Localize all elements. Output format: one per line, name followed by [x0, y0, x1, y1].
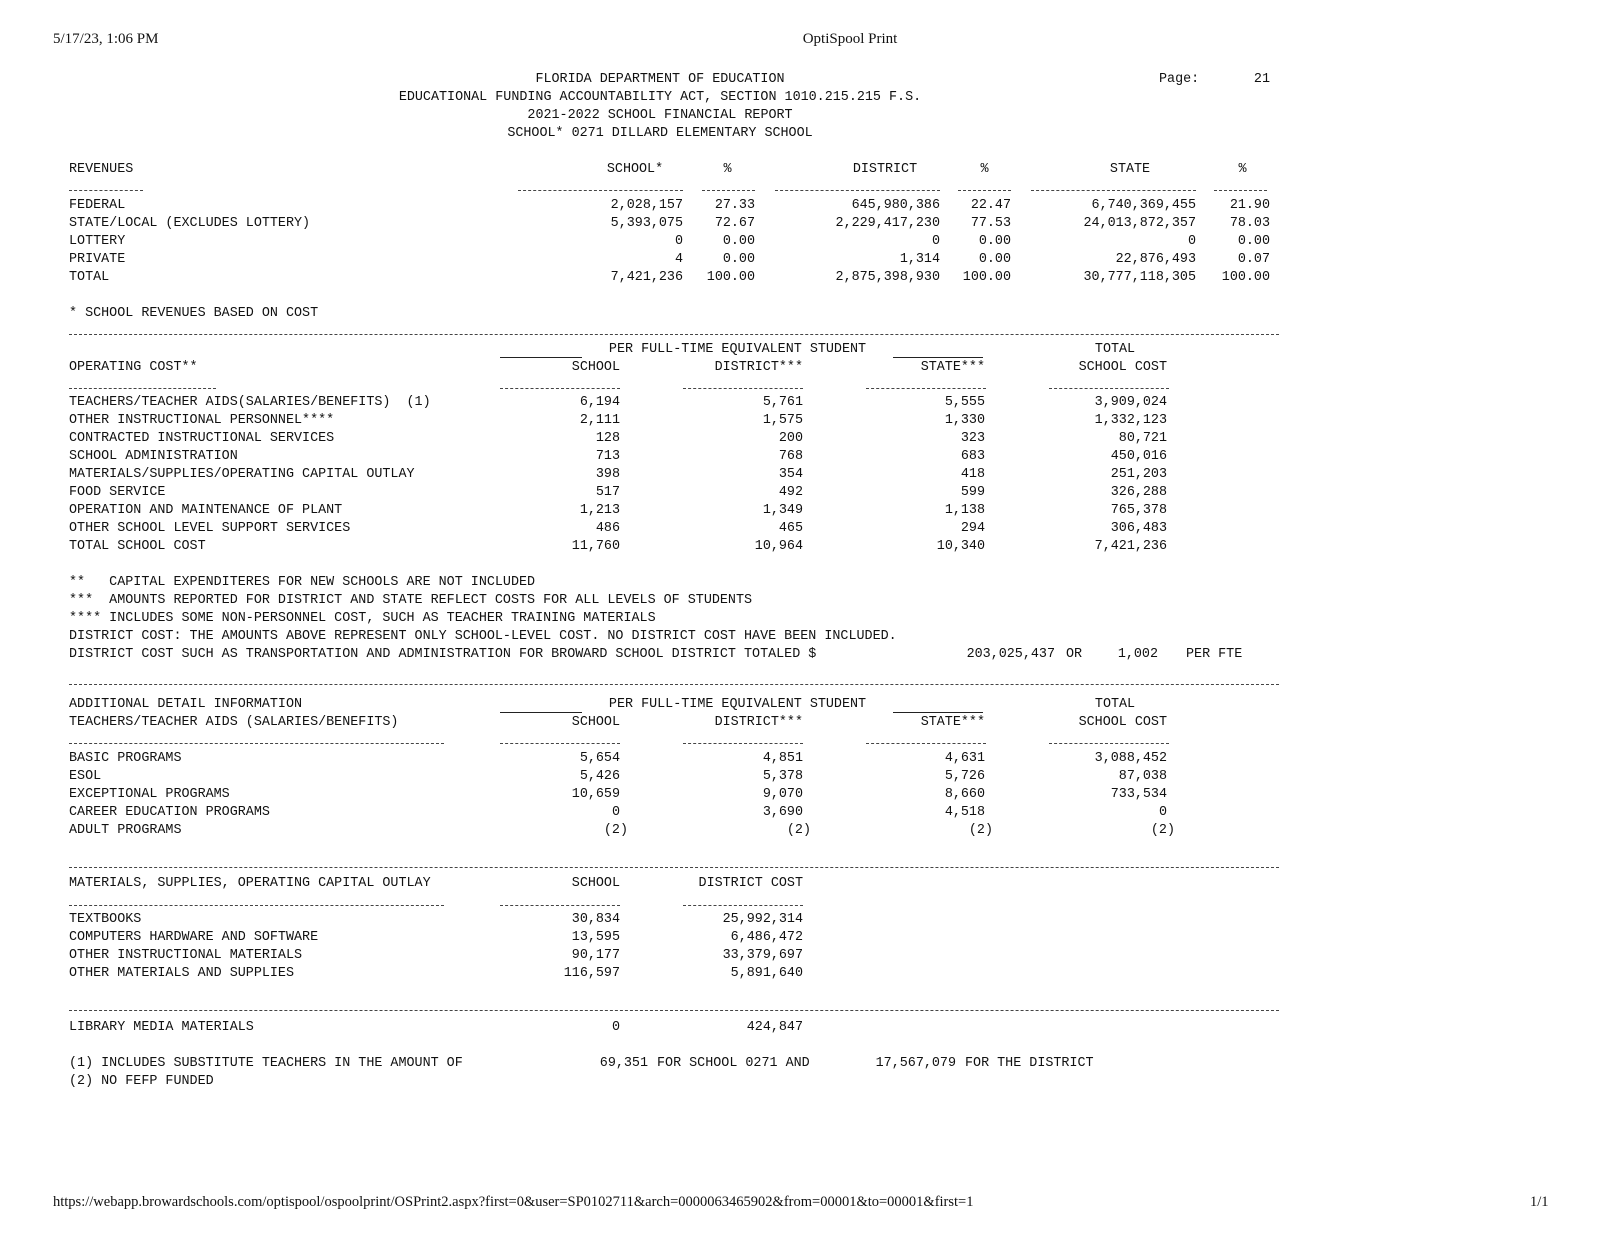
underline: [683, 743, 803, 744]
footnote-1-suffix: FOR THE DISTRICT: [965, 1056, 1094, 1071]
note-line: DISTRICT COST: THE AMOUNTS ABOVE REPRESENT ONLY SCHOOL-LEVEL COST. NO DISTRICT COST HAVE BEEN INCLUDED.: [69, 629, 897, 644]
group-rule: [500, 357, 582, 358]
report-header-line: EDUCATIONAL FUNDING ACCOUNTABILITY ACT, SECTION 1010.215.215 F.S.: [398, 90, 922, 105]
cell: 200: [778, 431, 803, 446]
underline: [866, 743, 986, 744]
col-header: SCHOOL COST: [1078, 715, 1167, 730]
total-label: TOTAL: [1094, 342, 1136, 357]
underline: [1049, 388, 1169, 389]
cell: 0.00: [978, 234, 1011, 249]
section-divider: [69, 1010, 1279, 1011]
cell: 6,740,369,455: [1091, 198, 1196, 213]
section-divider: [69, 334, 1279, 335]
underline: [69, 190, 143, 191]
row-label: PRIVATE: [69, 252, 126, 267]
cell: 21.90: [1229, 198, 1270, 213]
cell: 30,834: [571, 912, 620, 927]
revenues-note: * SCHOOL REVENUES BASED ON COST: [69, 306, 319, 321]
row-label: FOOD SERVICE: [69, 485, 166, 500]
cell: 323: [960, 431, 985, 446]
group-rule: [500, 712, 582, 713]
col-header: STATE***: [920, 715, 985, 730]
cell: 128: [595, 431, 620, 446]
cell: 7,421,236: [610, 270, 683, 285]
cell: 5,555: [944, 395, 985, 410]
underline: [1049, 743, 1169, 744]
note-line: *** AMOUNTS REPORTED FOR DISTRICT AND STATE REFLECT COSTS FOR ALL LEVELS OF STUDENTS: [69, 593, 753, 608]
underline: [775, 190, 940, 191]
cell: 33,379,697: [722, 948, 803, 963]
cell: 6,486,472: [730, 930, 803, 945]
row-label: FEDERAL: [69, 198, 126, 213]
district-total: 203,025,437: [966, 647, 1055, 662]
row-label: ESOL: [69, 769, 102, 784]
col-header: SCHOOL*: [606, 162, 664, 177]
cell: (2): [786, 823, 811, 838]
underline: [69, 388, 216, 389]
or-label: OR: [1066, 647, 1083, 662]
row-label: EXCEPTIONAL PROGRAMS: [69, 787, 230, 802]
note-line: DISTRICT COST SUCH AS TRANSPORTATION AND ADMINISTRATION FOR BROWARD SCHOOL DISTRICT TOTALED $: [69, 647, 817, 662]
cell: 5,891,640: [730, 966, 803, 981]
cell: 0.00: [1237, 234, 1270, 249]
print-url: https://webapp.browardschools.com/optispool/ospoolprint/OSPrint2.aspx?first=0&user=SP0102711&arch=0000063465902&from=00001&to=00001&first=1: [53, 1194, 974, 1210]
cell: (2): [968, 823, 993, 838]
cell: 1,213: [579, 503, 620, 518]
cell: 1,330: [944, 413, 985, 428]
cell: 5,426: [579, 769, 620, 784]
cell: 4,518: [944, 805, 985, 820]
cell: 24,013,872,357: [1083, 216, 1196, 231]
report-header-line: FLORIDA DEPARTMENT OF EDUCATION: [535, 72, 785, 87]
row-label: OTHER SCHOOL LEVEL SUPPORT SERVICES: [69, 521, 351, 536]
cell: 492: [778, 485, 803, 500]
per-fte-label: PER FTE: [1186, 647, 1243, 662]
col-header: %: [1238, 162, 1247, 177]
row-label: ADULT PROGRAMS: [69, 823, 182, 838]
cell: 0.00: [978, 252, 1011, 267]
cell: 306,483: [1110, 521, 1167, 536]
cell: 450,016: [1110, 449, 1167, 464]
page-number: 21: [1253, 72, 1270, 87]
group-rule: [893, 357, 983, 358]
cell: 599: [960, 485, 985, 500]
row-label: OTHER INSTRUCTIONAL PERSONNEL****: [69, 413, 335, 428]
per-fte-value: 1,002: [1117, 647, 1158, 662]
group-header: PER FULL-TIME EQUIVALENT STUDENT: [608, 697, 867, 712]
cell: 424,847: [746, 1020, 803, 1035]
cell: 8,660: [944, 787, 985, 802]
footnote-1-district-amount: 17,567,079: [875, 1056, 956, 1071]
print-datetime: 5/17/23, 1:06 PM: [53, 31, 159, 47]
cell: 7,421,236: [1094, 539, 1167, 554]
cell: (2): [603, 823, 628, 838]
col-header: STATE***: [920, 360, 985, 375]
cell: 1,349: [762, 503, 803, 518]
col-header: DISTRICT***: [714, 715, 803, 730]
row-label: TEACHERS/TEACHER AIDS(SALARIES/BENEFITS) (1): [69, 395, 431, 410]
cell: 645,980,386: [851, 198, 940, 213]
cell: 100.00: [962, 270, 1011, 285]
row-label: LIBRARY MEDIA MATERIALS: [69, 1020, 254, 1035]
underline: [683, 388, 803, 389]
report-header-line: 2021-2022 SCHOOL FINANCIAL REPORT: [527, 108, 793, 123]
footnote-1-prefix: (1) INCLUDES SUBSTITUTE TEACHERS IN THE AMOUNT OF: [69, 1056, 463, 1071]
cell: 0: [674, 234, 683, 249]
underline: [500, 388, 620, 389]
col-header: TEACHERS/TEACHER AIDS (SALARIES/BENEFITS): [69, 715, 399, 730]
materials-heading: MATERIALS, SUPPLIES, OPERATING CAPITAL OUTLAY: [69, 876, 431, 891]
cell: 6,194: [579, 395, 620, 410]
cell: 354: [778, 467, 803, 482]
cell: 683: [960, 449, 985, 464]
row-label: LOTTERY: [69, 234, 126, 249]
total-label: TOTAL: [1094, 697, 1136, 712]
cell: 765,378: [1110, 503, 1167, 518]
cell: 22.47: [970, 198, 1011, 213]
cell: 4,851: [762, 751, 803, 766]
col-header: SCHOOL COST: [1078, 360, 1167, 375]
cell: 418: [960, 467, 985, 482]
row-label: TEXTBOOKS: [69, 912, 142, 927]
cell: 0: [611, 805, 620, 820]
row-label: SCHOOL ADMINISTRATION: [69, 449, 238, 464]
row-label: CAREER EDUCATION PROGRAMS: [69, 805, 270, 820]
cell: 5,393,075: [610, 216, 683, 231]
cell: 4: [674, 252, 683, 267]
cell: 398: [595, 467, 620, 482]
revenues-heading: REVENUES: [69, 162, 134, 177]
row-label: COMPUTERS HARDWARE AND SOFTWARE: [69, 930, 319, 945]
row-label: BASIC PROGRAMS: [69, 751, 182, 766]
underline: [69, 905, 444, 906]
cell: 13,595: [571, 930, 620, 945]
operating-cost-heading: OPERATING COST**: [69, 360, 198, 375]
col-header: %: [723, 162, 732, 177]
group-header: PER FULL-TIME EQUIVALENT STUDENT: [608, 342, 867, 357]
cell: 116,597: [563, 966, 620, 981]
cell: 2,229,417,230: [835, 216, 940, 231]
row-label: OPERATION AND MAINTENANCE OF PLANT: [69, 503, 343, 518]
cell: 77.53: [970, 216, 1011, 231]
col-header: SCHOOL: [571, 876, 620, 891]
cell: (2): [1150, 823, 1175, 838]
cell: 2,028,157: [610, 198, 683, 213]
cell: 9,070: [762, 787, 803, 802]
cell: 0.07: [1237, 252, 1270, 267]
row-label: CONTRACTED INSTRUCTIONAL SERVICES: [69, 431, 335, 446]
cell: 1,332,123: [1094, 413, 1167, 428]
cell: 0: [931, 234, 940, 249]
cell: 517: [595, 485, 620, 500]
report-header-line: SCHOOL* 0271 DILLARD ELEMENTARY SCHOOL: [507, 126, 813, 141]
underline: [500, 743, 620, 744]
footnote-2: (2) NO FEFP FUNDED: [69, 1074, 214, 1089]
cell: 11,760: [571, 539, 620, 554]
cell: 1,138: [944, 503, 985, 518]
cell: 22,876,493: [1115, 252, 1196, 267]
cell: 5,654: [579, 751, 620, 766]
row-label: OTHER INSTRUCTIONAL MATERIALS: [69, 948, 303, 963]
cell: 27.33: [714, 198, 755, 213]
cell: 100.00: [706, 270, 755, 285]
cell: 3,088,452: [1094, 751, 1167, 766]
col-header: %: [980, 162, 989, 177]
cell: 5,761: [762, 395, 803, 410]
footnote-1-mid: FOR SCHOOL 0271 AND: [657, 1056, 810, 1071]
cell: 25,992,314: [722, 912, 803, 927]
underline: [683, 905, 803, 906]
cell: 0: [1158, 805, 1167, 820]
cell: 1,575: [762, 413, 803, 428]
col-header: DISTRICT***: [714, 360, 803, 375]
cell: 251,203: [1110, 467, 1167, 482]
print-page-count: 1/1: [1530, 1194, 1549, 1210]
row-label: TOTAL: [69, 270, 110, 285]
page-label: Page:: [1159, 72, 1200, 87]
cell: 87,038: [1118, 769, 1167, 784]
cell: 733,534: [1110, 787, 1167, 802]
row-label: OTHER MATERIALS AND SUPPLIES: [69, 966, 294, 981]
cell: 2,875,398,930: [835, 270, 940, 285]
cell: 3,909,024: [1094, 395, 1167, 410]
cell: 100.00: [1221, 270, 1270, 285]
group-rule: [893, 712, 983, 713]
cell: 5,726: [944, 769, 985, 784]
col-header: DISTRICT COST: [698, 876, 803, 891]
underline: [69, 743, 444, 744]
cell: 294: [960, 521, 985, 536]
section-divider: [69, 867, 1279, 868]
cell: 486: [595, 521, 620, 536]
cell: 465: [778, 521, 803, 536]
cell: 0: [611, 1020, 620, 1035]
cell: 10,340: [936, 539, 985, 554]
row-label: TOTAL SCHOOL COST: [69, 539, 206, 554]
underline: [1031, 190, 1196, 191]
underline: [866, 388, 986, 389]
cell: 4,631: [944, 751, 985, 766]
row-label: STATE/LOCAL (EXCLUDES LOTTERY): [69, 216, 311, 231]
cell: 72.67: [714, 216, 755, 231]
underline: [702, 190, 755, 191]
print-title: OptiSpool Print: [802, 31, 898, 47]
section-divider: [69, 684, 1279, 685]
cell: 78.03: [1229, 216, 1270, 231]
cell: 80,721: [1118, 431, 1167, 446]
note-line: ** CAPITAL EXPENDITERES FOR NEW SCHOOLS ARE NOT INCLUDED: [69, 575, 536, 590]
underline: [1214, 190, 1267, 191]
cell: 10,964: [754, 539, 803, 554]
row-label: MATERIALS/SUPPLIES/OPERATING CAPITAL OUTLAY: [69, 467, 415, 482]
additional-heading: ADDITIONAL DETAIL INFORMATION: [69, 697, 303, 712]
cell: 5,378: [762, 769, 803, 784]
cell: 768: [778, 449, 803, 464]
cell: 0: [1187, 234, 1196, 249]
cell: 0.00: [722, 252, 755, 267]
cell: 90,177: [571, 948, 620, 963]
col-header: STATE: [1109, 162, 1151, 177]
col-header: SCHOOL: [571, 360, 620, 375]
underline: [500, 905, 620, 906]
cell: 2,111: [579, 413, 620, 428]
footnote-1-school-amount: 69,351: [599, 1056, 648, 1071]
cell: 30,777,118,305: [1083, 270, 1196, 285]
cell: 1,314: [899, 252, 940, 267]
cell: 326,288: [1110, 485, 1167, 500]
col-header: DISTRICT: [852, 162, 918, 177]
underline: [958, 190, 1011, 191]
cell: 3,690: [762, 805, 803, 820]
note-line: **** INCLUDES SOME NON-PERSONNEL COST, SUCH AS TEACHER TRAINING MATERIALS: [69, 611, 656, 626]
cell: 10,659: [571, 787, 620, 802]
cell: 713: [595, 449, 620, 464]
underline: [518, 190, 683, 191]
col-header: SCHOOL: [571, 715, 620, 730]
cell: 0.00: [722, 234, 755, 249]
